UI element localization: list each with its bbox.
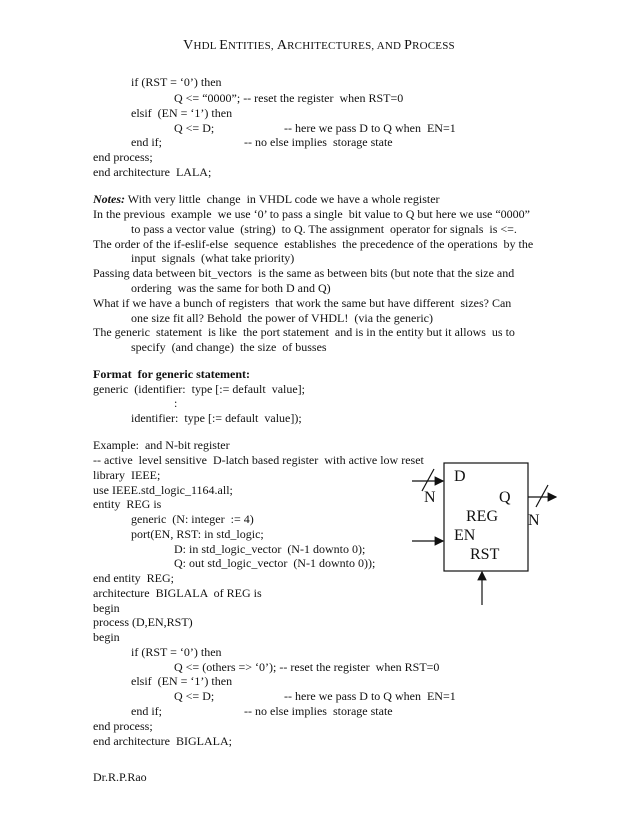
code-comment: -- no else implies storage state: [244, 135, 393, 149]
example-line: end architecture BIGLALA;: [93, 734, 232, 748]
notes-line: one size fit all? Behold the power of VHDL! (via the generic): [131, 311, 434, 325]
format-line: identifier: type [:= default value]);: [131, 411, 302, 425]
example-line: elsif (EN = ‘1’) then: [131, 674, 233, 688]
notes-line: specify (and change) the size of busses: [131, 340, 327, 354]
example-line: entity REG is: [93, 497, 162, 511]
diagram-label-reg: REG: [466, 508, 498, 525]
format-line: :: [174, 396, 178, 410]
example-line: end entity REG;: [93, 571, 174, 585]
example-line: end process;: [93, 719, 153, 733]
notes-line: In the previous example we use ‘0’ to pass a single bit value to Q but here we use “0000”: [93, 207, 530, 221]
example-line: process (D,EN,RST): [93, 615, 193, 629]
example-line: if (RST = ‘0’) then: [131, 645, 222, 659]
example-line: Q <= D;: [174, 689, 215, 703]
example-line: begin: [93, 630, 120, 644]
footer-author: Dr.R.P.Rao: [93, 770, 147, 784]
example-line: generic (N: integer := 4): [131, 512, 254, 526]
code-line: end if;: [131, 135, 162, 149]
notes-line: The generic statement is like the port statement and is in the entity but it allows us to: [93, 325, 515, 339]
example-line: end if;: [131, 704, 162, 718]
notes-first-line: Notes: With very little change in VHDL code we have a whole register: [93, 192, 440, 206]
notes-label: Notes:: [93, 192, 125, 206]
code-line: end process;: [93, 150, 153, 164]
diagram-label-n-right: N: [528, 512, 540, 529]
notes-line: The order of the if-eslif-else sequence establishes the precedence of the operations by the: [93, 237, 534, 251]
diagram-label-d: D: [454, 468, 466, 485]
notes-line: to pass a vector value (string) to Q. The assignment operator for signals is <=.: [131, 222, 517, 236]
d-bus-slash: [422, 469, 434, 491]
code-line: Q <= D;: [174, 121, 215, 135]
code-comment: -- here we pass D to Q when EN=1: [284, 121, 456, 135]
example-line: begin: [93, 601, 120, 615]
format-line: generic (identifier: type [:= default value];: [93, 382, 306, 396]
example-line: Q: out std_logic_vector (N-1 downto 0));: [174, 556, 376, 570]
example-comment: -- here we pass D to Q when EN=1: [284, 689, 456, 703]
diagram-label-en: EN: [454, 527, 476, 544]
notes-line: input signals (what take priority): [131, 251, 295, 265]
format-heading: Format for generic statement:: [93, 367, 251, 381]
code-line: end architecture LALA;: [93, 165, 212, 179]
example-line: Q <= (others => ‘0’); -- reset the register when RST=0: [174, 660, 440, 674]
q-bus-slash: [536, 485, 548, 507]
example-line: architecture BIGLALA of REG is: [93, 586, 262, 600]
example-line: port(EN, RST: in std_logic;: [131, 527, 264, 541]
diagram-label-q: Q: [499, 489, 511, 506]
register-block-diagram: [410, 455, 560, 610]
notes-line: Passing data between bit_vectors is the same as between bits (but note that the size and: [93, 266, 515, 280]
code-line: elsif (EN = ‘1’) then: [131, 106, 233, 120]
example-line: Example: and N-bit register: [93, 438, 230, 452]
example-line: -- active level sensitive D-latch based register with active low reset: [93, 453, 424, 467]
example-line: D: in std_logic_vector (N-1 downto 0);: [174, 542, 366, 556]
example-line: use IEEE.std_logic_1164.all;: [93, 483, 233, 497]
notes-line: What if we have a bunch of registers that work the same but have different sizes? Can: [93, 296, 512, 310]
diagram-label-n-left: N: [424, 489, 436, 506]
code-line: Q <= “0000”; -- reset the register when RST=0: [174, 91, 404, 105]
notes-line: ordering was the same for both D and Q): [131, 281, 331, 295]
code-line: if (RST = ‘0’) then: [131, 75, 222, 89]
example-comment: -- no else implies storage state: [244, 704, 393, 718]
page-title: VHDL ENTITIES, ARCHITECTURES, AND PROCESS: [183, 38, 455, 53]
example-line: library IEEE;: [93, 468, 161, 482]
diagram-label-rst: RST: [470, 546, 500, 563]
